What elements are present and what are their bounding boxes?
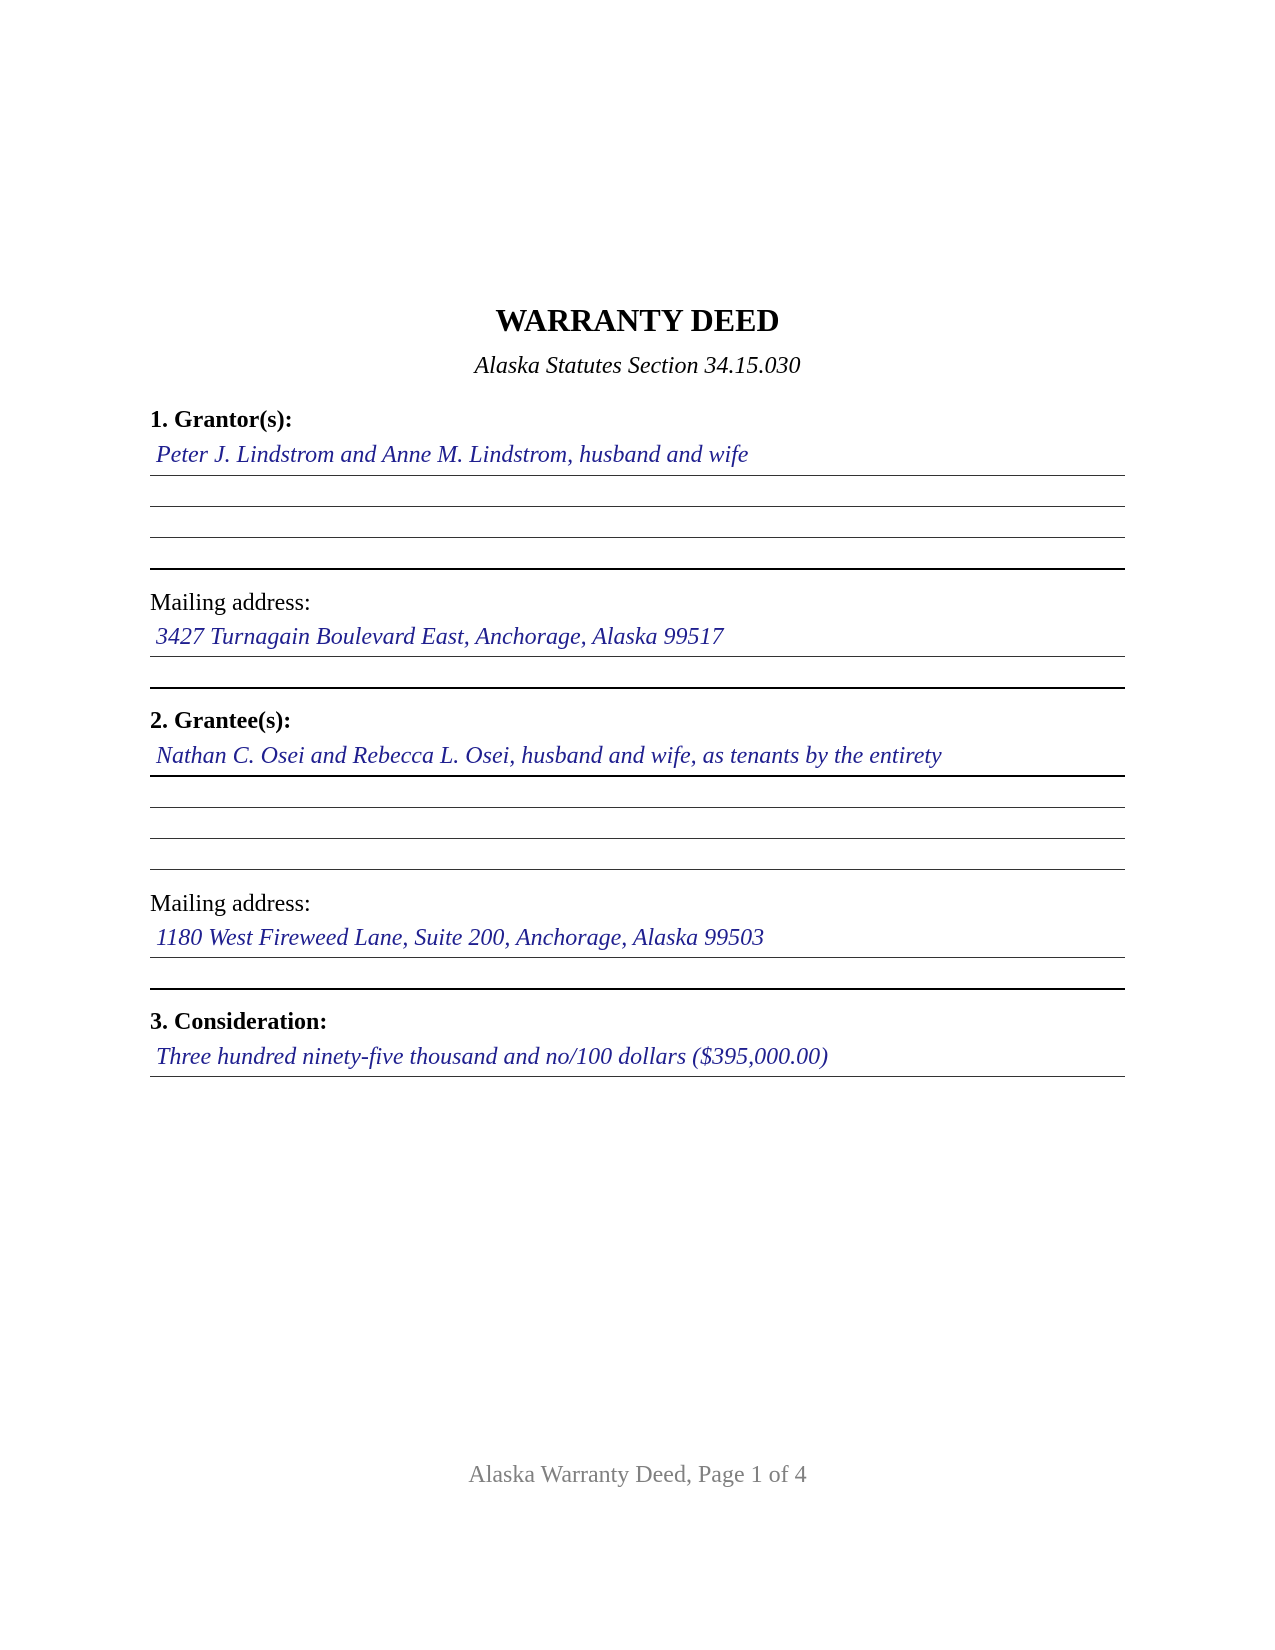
page-subtitle: Alaska Statutes Section 34.15.030: [474, 353, 801, 379]
consideration-line: [150, 1076, 1125, 1077]
grantor-address-line-2: [150, 687, 1125, 689]
grantee-address-line-1: [150, 957, 1125, 958]
grantor-line-3: [150, 537, 1125, 538]
grantee-line-4: [150, 869, 1125, 870]
grantee-address-line-2: [150, 988, 1125, 990]
grantor-line-2: [150, 506, 1125, 507]
grantee-line-3: [150, 838, 1125, 839]
page-footer: Alaska Warranty Deed, Page 1 of 4: [468, 1462, 807, 1488]
grantee-address-field[interactable]: 1180 West Fireweed Lane, Suite 200, Anchorage, Alaska 99503: [156, 925, 765, 951]
grantee-line-2: [150, 807, 1125, 808]
grantor-line-4: [150, 568, 1125, 570]
grantor-address-field[interactable]: 3427 Turnagain Boulevard East, Anchorage, Alaska 99517: [156, 624, 724, 650]
grantor-line-1: [150, 475, 1125, 476]
grantee-mailing-label: Mailing address:: [150, 891, 311, 917]
grantee-name-field[interactable]: Nathan C. Osei and Rebecca L. Osei, husband and wife, as tenants by the entirety: [156, 743, 942, 769]
grantor-heading: 1. Grantor(s):: [150, 407, 293, 433]
grantee-heading: 2. Grantee(s):: [150, 708, 292, 734]
grantor-name-field[interactable]: Peter J. Lindstrom and Anne M. Lindstrom, husband and wife: [156, 442, 749, 468]
consideration-field[interactable]: Three hundred ninety-five thousand and no/100 dollars ($395,000.00): [156, 1044, 829, 1070]
page-title: WARRANTY DEED: [495, 302, 780, 338]
grantee-line-1: [150, 775, 1125, 777]
grantor-mailing-label: Mailing address:: [150, 590, 311, 616]
consideration-heading: 3. Consideration:: [150, 1009, 328, 1035]
grantor-address-line-1: [150, 656, 1125, 657]
